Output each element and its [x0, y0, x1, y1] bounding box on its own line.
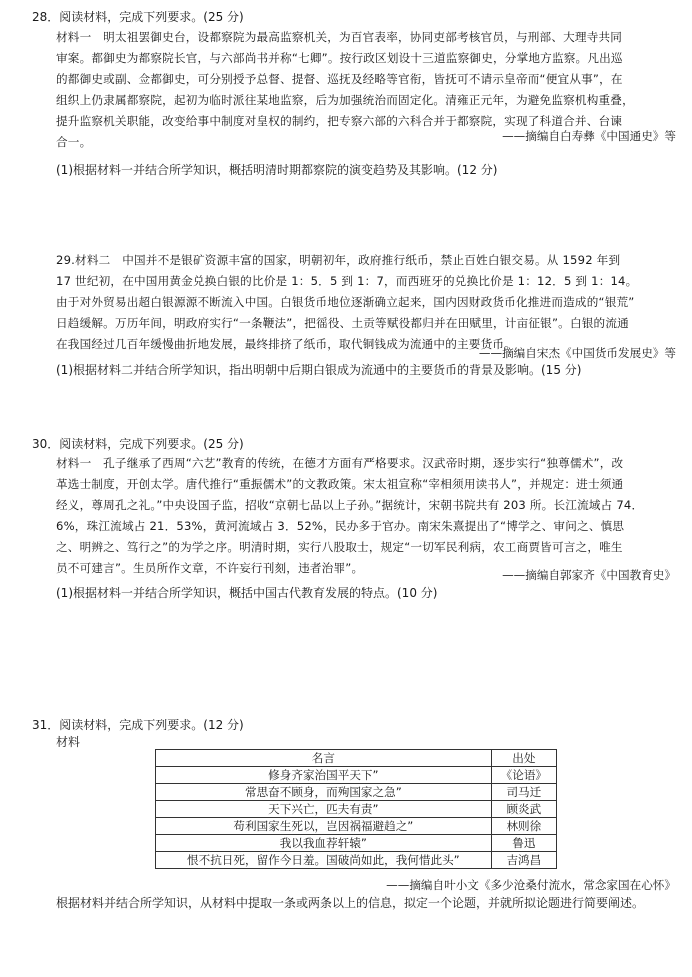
source-cell: 吉鸿昌	[491, 852, 556, 869]
source-cell: 司马迁	[491, 784, 556, 801]
q31-question: 根据材料并结合所学知识，从材料中提取一条或两条以上的信息，拟定一个论题，并就所拟论题进行简要阐述。	[56, 896, 645, 910]
quotes-table	[155, 749, 557, 869]
q29-line-2: 17 世纪初，在中国用黄金兑换白银的比价是 1：5．5 到 1：7，而西班牙的兑换比价是 1：12．5 到 1：14。	[56, 274, 638, 288]
q28-line-1: 材料一 明太祖罢御史台，设都察院为最高监察机关，为百官表率，协同吏部考核官员，与刑部、大理寺共同	[56, 30, 623, 44]
table-header-source: 出处	[491, 750, 556, 767]
q30-source: ——摘编自郭家齐《中国教育史》	[502, 568, 676, 582]
q31-source: ——摘编自叶小文《多少沧桑付流水，常念家国在心怀》	[386, 878, 676, 892]
q30-title: 30．阅读材料，完成下列要求。(25 分)	[32, 437, 244, 451]
quote-cell: 修身齐家治国平天下”	[156, 767, 492, 784]
q29-material	[56, 250, 637, 355]
q29-line-3: 由于对外贸易出超白银源源不断流入中国。白银货币地位逐渐确立起来，国内因财政货币化推进而造成的“银荒”	[56, 295, 635, 309]
table-row	[156, 852, 557, 869]
q29-subquestion: (1)根据材料二并结合所学知识，指出明朝中后期白银成为流通中的主要货币的背景及影响。(15 分)	[56, 363, 582, 377]
quote-cell: 恨不抗日死，留作今日羞。国破尚如此，我何惜此头”	[156, 852, 492, 869]
table-row	[156, 784, 557, 801]
table-header-quote: 名言	[156, 750, 492, 767]
q30-line-2: 革选士制度，开创太学。唐代推行“重振儒术”的文教政策。宋太祖宣称“宰相须用读书人”，并规定：进士须通	[56, 477, 624, 491]
q31-title: 31．阅读材料，完成下列要求。(12 分)	[32, 718, 244, 732]
q30-line-3: 经义，尊周孔之礼。”中央设国子监，招收“京朝七品以上子孙。”据统计，宋朝书院共有 203 所。长江流域占 74．	[56, 498, 644, 512]
q30-material	[56, 453, 643, 579]
q28-subquestion: (1)根据材料一并结合所学知识，概括明清时期都察院的演变趋势及其影响。(12 分)	[56, 163, 498, 177]
q28-line-2: 审案。都御史为都察院长官，与六部尚书并称“七卿”。按行政区划设十三道监察御史，分掌地方监察。凡出巡	[56, 51, 623, 65]
q30-subquestion: (1)根据材料一并结合所学知识，概括中国古代教育发展的特点。(10 分)	[56, 586, 438, 600]
quote-cell: 天下兴亡，匹夫有责”	[156, 801, 492, 818]
table-row	[156, 818, 557, 835]
source-cell: 顾炎武	[491, 801, 556, 818]
q30-line-4: 6%，珠江流域占 21．53%，黄河流域占 3．52%，民办多于官办。南宋朱熹提出了“博学之、审问之、慎思	[56, 519, 625, 533]
q29-line-4: 日趋缓解。万历年间，明政府实行“一条鞭法”，把徭役、土贡等赋役都归并在田赋里，计亩征银”。白银的流通	[56, 316, 629, 330]
q29-source: ——摘编自宋杰《中国货币发展史》等	[478, 346, 676, 360]
q28-line-3: 的都御史或副、佥都御史，可分别授予总督、提督、巡抚及经略等官衔，皆抚可不请示皇帝而“便宜从事”，在	[56, 72, 623, 86]
source-cell: 《论语》	[491, 767, 556, 784]
q30-line-5: 之、明辨之、笃行之”的为学之序。明清时期，实行八股取士，规定“一切军民利病，农工商贾皆可言之，唯生	[56, 540, 623, 554]
q28-line-4: 组织上仍隶属都察院，起初为临时派往某地监察，后为加强统治而固定化。清雍正元年，为避免监察机构重叠，	[56, 93, 634, 107]
source-cell: 鲁迅	[491, 835, 556, 852]
source-cell: 林则徐	[491, 818, 556, 835]
q30-line-6: 员不可建言”。生员所作文章，不许妄行刊刻，违者治罪”。	[56, 561, 364, 575]
q31-material-label: 材料	[56, 735, 81, 749]
table-row	[156, 835, 557, 852]
quote-cell: 我以我血荐轩辕”	[156, 835, 492, 852]
q30-line-1: 材料一 孔子继承了西周“六艺”教育的传统，在德才方面有严格要求。汉武帝时期，逐步实行“独尊儒术”，改	[56, 456, 624, 470]
q28-title: 28．阅读材料，完成下列要求。(25 分)	[32, 10, 244, 24]
q29-line-5: 在我国经过几百年缓慢曲折地发展，最终排挤了纸币，取代铜钱成为流通中的主要货币。	[56, 337, 516, 351]
q28-line-6: 合一。	[56, 135, 92, 149]
q29-line-1: 29.材料二 中国并不是银矿资源丰富的国家，明朝初年，政府推行纸币，禁止百姓白银交易。从 1592 年到	[56, 253, 621, 267]
table-row	[156, 801, 557, 818]
table-row	[156, 767, 557, 784]
q28-line-5: 提升监察机关职能，改变给事中制度对皇权的制约，把专察六部的六科合并于都察院，实现了科道合并、台谏	[56, 114, 623, 128]
quote-cell: 苟利国家生死以，岂因祸福避趋之”	[156, 818, 492, 835]
table-header-row	[156, 750, 557, 767]
quote-cell: 常思奋不顾身，而殉国家之急”	[156, 784, 492, 801]
q28-source: ——摘编自白寿彝《中国通史》等	[502, 129, 676, 143]
